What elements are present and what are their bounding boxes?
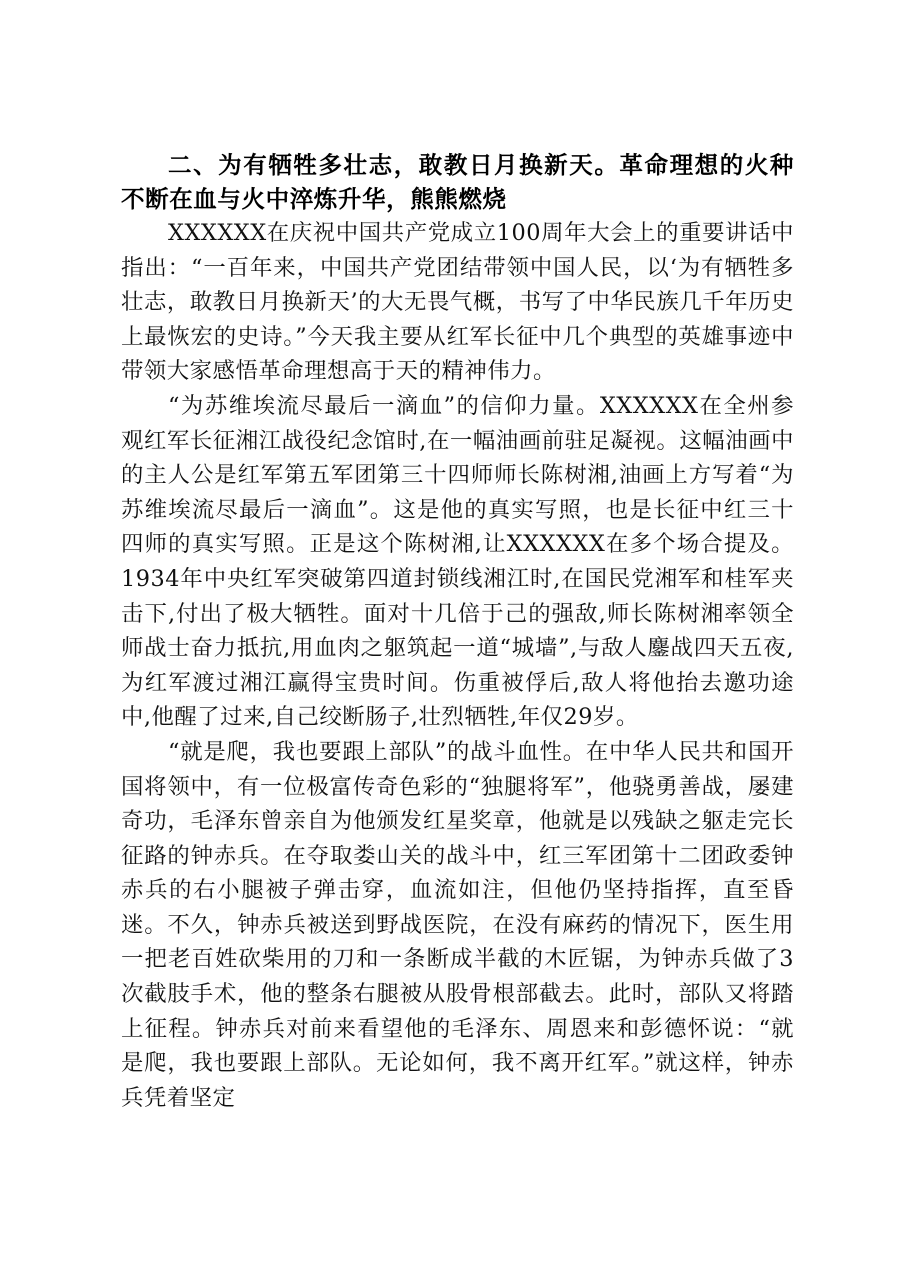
paragraph-zhong-chibing: “就是爬，我也要跟上部队”的战斗血性。在中华人民共和国开国将领中，有一位极富传奇色彩的“独腿将军”，他骁勇善战，屡建奇功，毛泽东曾亲自为他颁发红星奖章，他就是以残缺之躯走完长征路的钟赤兵。在夺取娄山关的战斗中，红三军团第十二团政委钟赤兵的右小腿被子弹击穿，血流如注，但他仍坚持指挥，直至昏迷。不久，钟赤兵被送到野战医院，在没有麻药的情况下，医生用一把老百姓砍柴用的刀和一条断成半截的木匠锯，为钟赤兵做了3次截肢手术，他的整条右腿被从股骨根部截去。此时，部队又将踏上征程。钟赤兵对前来看望他的毛泽东、周恩来和彭德怀说：“就是爬，我也要跟上部队。无论如何，我不离开红军。”就这样，钟赤兵凭着坚定 <box>121 738 794 1111</box>
document-page <box>121 148 794 1115</box>
section-heading: 二、为有牺牲多壮志，敢教日月换新天。革命理想的火种不断在血与火中淬炼升华，熊熊燃烧 <box>121 151 794 213</box>
paragraph-chen-shuxiang: “为苏维埃流尽最后一滴血”的信仰力量。XXXXXX在全州参观红军长征湘江战役纪念馆时,在一幅油画前驻足凝视。这幅油画中的主人公是红军第五军团第三十四师师长陈树湘,油画上方写着“为苏维埃流尽最后一滴血”。这是他的真实写照，也是长征中红三十四师的真实写照。正是这个陈树湘,让XXXXXX在多个场合提及。1934年中央红军突破第四道封锁线湘江时,在国民党湘军和桂军夹击下,付出了极大牺牲。面对十几倍于己的强敌,师长陈树湘率领全师战士奋力抵抗,用血肉之躯筑起一道“城墙”,与敌人鏖战四天五夜,为红军渡过湘江赢得宝贵时间。伤重被俘后,敌人将他抬去邀功途中,他醒了过来,自己绞断肠子,壮烈牺牲,年仅29岁。 <box>121 392 794 731</box>
paragraph-intro: XXXXXX在庆祝中国共产党成立100周年大会上的重要讲话中指出：“一百年来，中国共产党团结带领中国人民，以‘为有牺牲多壮志，敢教日月换新天’的大无畏气概，书写了中华民族几千年历史上最恢宏的史诗。”今天我主要从红军长征中几个典型的英雄事迹中带领大家感悟革命理想高于天的精神伟力。 <box>121 220 794 385</box>
